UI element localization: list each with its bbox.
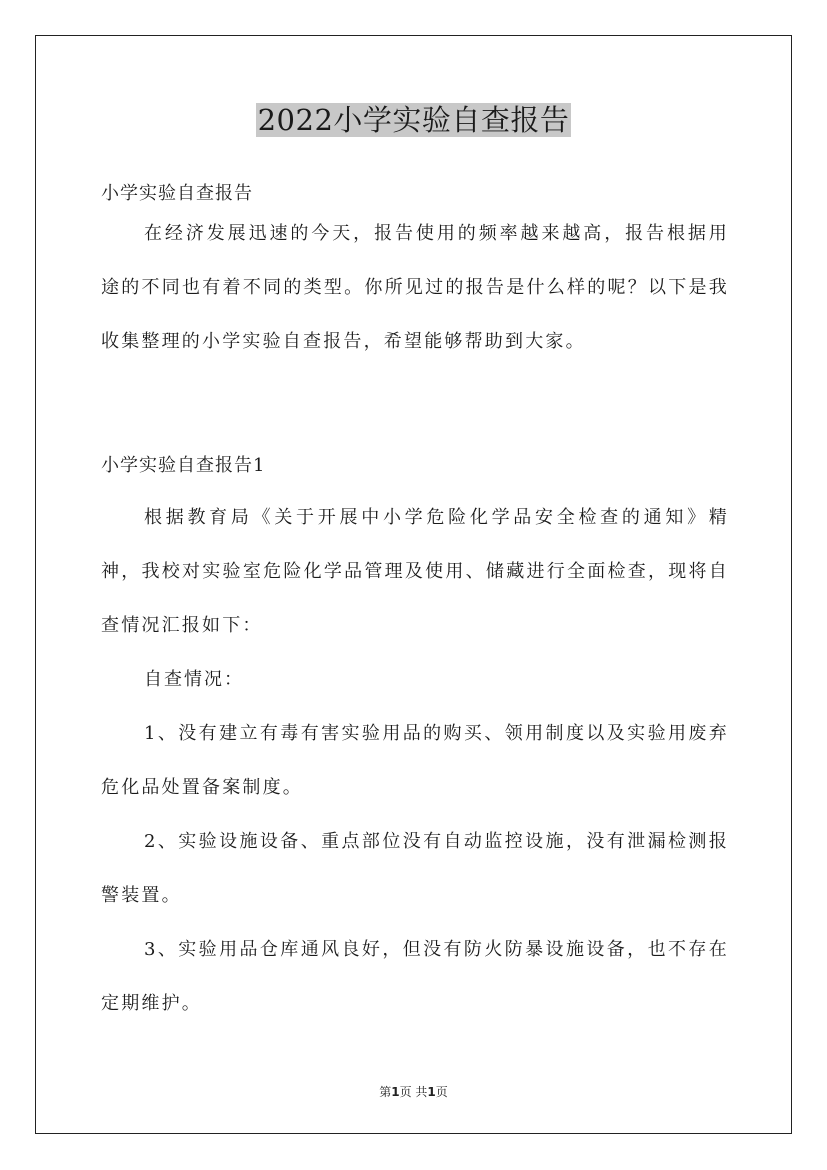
document-title [0, 100, 827, 140]
document-title-text: 2022小学实验自查报告 [257, 103, 570, 137]
document-subtitle: 小学实验自查报告 [101, 183, 253, 204]
footer-page-prefix: 第 [379, 1085, 392, 1099]
page-footer [0, 1084, 827, 1100]
intro-paragraph: 在经济发展迅速的今天，报告使用的频率越来越高，报告根据用途的不同也有着不同的类型。你所见过的报告是什么样的呢？以下是我收集整理的小学实验自查报告，希望能够帮助到大家。 [101, 223, 729, 352]
section-intro-paragraph: 根据教育局《关于开展中小学危险化学品安全检查的通知》精神，我校对实验室危险化学品管理及使用、储藏进行全面检查，现将自查情况汇报如下： [101, 507, 729, 636]
footer-page-current: 1 [391, 1085, 400, 1099]
self-check-label: 自查情况： [144, 669, 244, 690]
footer-page-suffix: 页 [435, 1085, 448, 1099]
check-item-1: 1、没有建立有毒有害实验用品的购买、领用制度以及实验用废弃危化品处置备案制度。 [101, 723, 729, 798]
check-item-3: 3、实验用品仓库通风良好，但没有防火防暴设施设备，也不存在定期维护。 [101, 939, 729, 1014]
section-heading: 小学实验自查报告1 [101, 455, 266, 476]
check-item-2: 2、实验设施设备、重点部位没有自动监控设施，没有泄漏检测报警装置。 [101, 831, 729, 906]
footer-page-mid: 页 共 [399, 1085, 428, 1099]
footer-page-total: 1 [427, 1085, 436, 1099]
